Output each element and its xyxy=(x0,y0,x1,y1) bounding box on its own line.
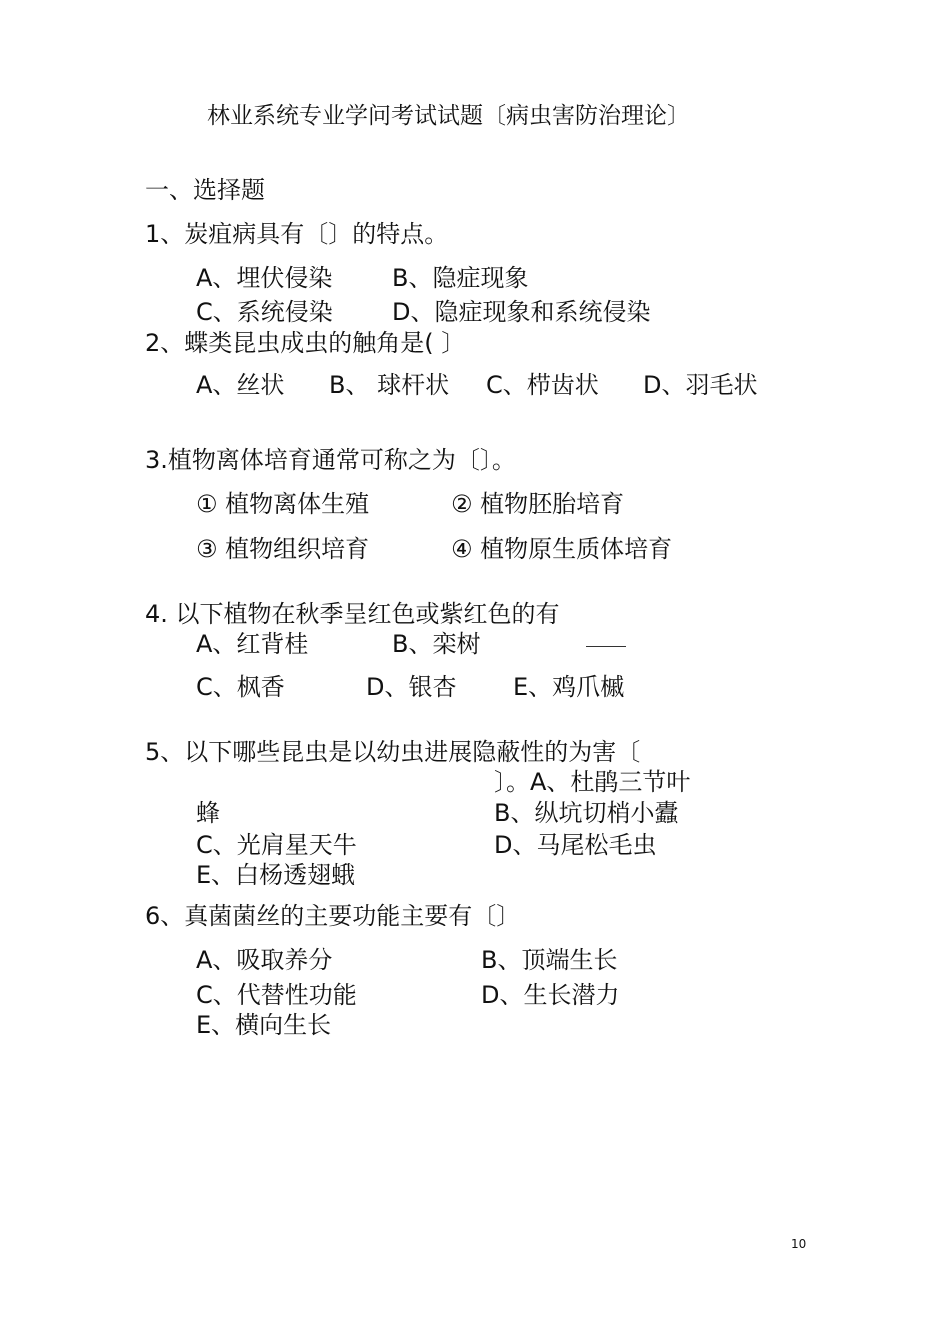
q5-option-a-continued: 蜂 xyxy=(196,799,220,827)
q3-option-2: ② 植物胚胎培育 xyxy=(451,490,625,518)
q4-stem: 4. 以下植物在秋季呈红色或紫红色的有 xyxy=(145,600,560,628)
q6-option-c: C、代替性功能 xyxy=(196,981,357,1009)
section-heading: 一、选择题 xyxy=(145,176,265,204)
q5-option-c: C、光肩星天牛 xyxy=(196,831,357,859)
q5-option-d: D、马尾松毛虫 xyxy=(494,831,657,859)
q6-option-a: A、吸取养分 xyxy=(196,946,333,974)
q2-option-a: A、丝状 xyxy=(196,371,285,399)
q6-option-e: E、横向生长 xyxy=(196,1011,332,1039)
answer-blank-line xyxy=(586,646,626,647)
q4-option-e: E、鸡爪槭 xyxy=(513,673,625,701)
q4-option-b: B、栾树 xyxy=(392,630,481,658)
q5-option-b: B、纵坑切梢小蠹 xyxy=(494,799,679,827)
q5-stem: 5、以下哪些昆虫是以幼虫进展隐蔽性的为害〔 xyxy=(145,738,641,766)
q4-option-c: C、枫香 xyxy=(196,673,285,701)
q2-option-b: B、 球杆状 xyxy=(329,371,450,399)
q4-option-d: D、银杏 xyxy=(366,673,457,701)
q5-option-e: E、白杨透翅蛾 xyxy=(196,861,356,889)
q3-option-3: ③ 植物组织培育 xyxy=(196,535,370,563)
q6-stem: 6、真菌菌丝的主要功能主要有〔〕 xyxy=(145,902,521,930)
q1-stem: 1、炭疽病具有〔〕的特点。 xyxy=(145,220,449,248)
q1-option-c: C、系统侵染 xyxy=(196,298,333,326)
q3-option-1: ① 植物离体生殖 xyxy=(196,490,370,518)
q3-option-4: ④ 植物原生质体培育 xyxy=(451,535,673,563)
q5-stem-continued: 〕。A、杜鹃三节叶 xyxy=(494,768,691,796)
page-number: 10 xyxy=(791,1237,807,1251)
q2-option-c: C、栉齿状 xyxy=(486,371,599,399)
q6-option-d: D、生长潜力 xyxy=(481,981,620,1009)
q2-stem: 2、蝶类昆虫成虫的触角是( 〕 xyxy=(145,329,466,357)
q1-option-b: B、隐症现象 xyxy=(392,264,529,292)
q6-option-b: B、顶端生长 xyxy=(481,946,618,974)
q2-option-d: D、羽毛状 xyxy=(643,371,758,399)
exam-title: 林业系统专业学问考试试题〔病虫害防治理论〕 xyxy=(207,103,690,129)
q3-stem: 3.植物离体培育通常可称之为〔〕。 xyxy=(145,446,516,474)
q1-option-a: A、埋伏侵染 xyxy=(196,264,333,292)
q4-option-a: A、红背桂 xyxy=(196,630,309,658)
q1-option-d: D、隐症现象和系统侵染 xyxy=(392,298,651,326)
